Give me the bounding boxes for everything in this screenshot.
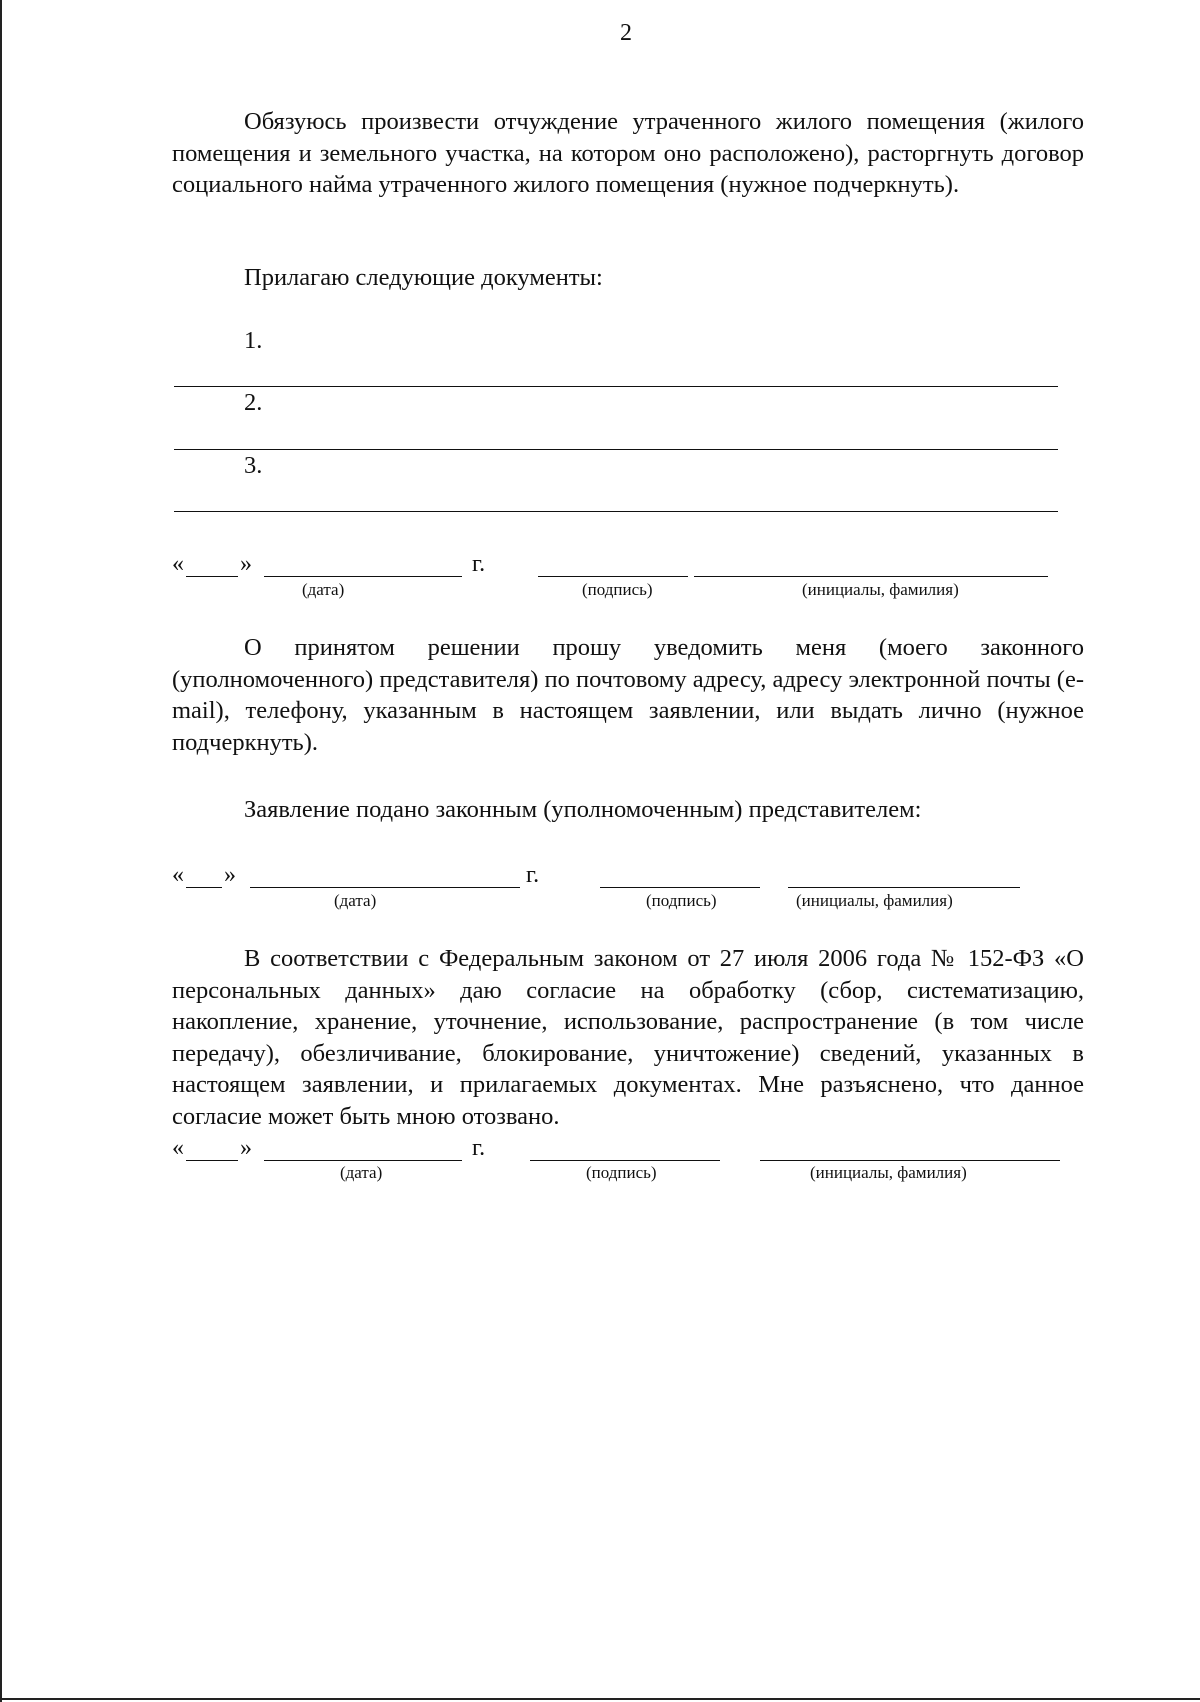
- sig1-day-line[interactable]: [186, 576, 238, 577]
- sig1-year-suffix: г.: [472, 551, 486, 577]
- attachment-item-3-number: 3.: [244, 452, 263, 479]
- attachment-item-3-line[interactable]: [174, 511, 1058, 512]
- sig2-caption-signature: (подпись): [646, 891, 717, 910]
- sig3-caption-name: (инициалы, фамилия): [810, 1163, 967, 1182]
- consent-paragraph: [172, 943, 1084, 1132]
- sig3-day-line[interactable]: [186, 1160, 238, 1161]
- sig2-year-suffix: г.: [526, 862, 540, 888]
- attachments-heading: Прилагаю следующие документы:: [244, 264, 603, 291]
- sig3-caption-date: (дата): [340, 1163, 383, 1182]
- sig3-open-quote: «: [172, 1135, 184, 1161]
- sig3-year-suffix: г.: [472, 1135, 486, 1161]
- sig2-name-line[interactable]: [788, 887, 1020, 888]
- page-bottom-border: [0, 1698, 1200, 1700]
- representative-heading: Заявление подано законным (уполномоченным) представителем:: [244, 796, 922, 823]
- sig2-open-quote: «: [172, 862, 184, 888]
- sig2-caption-name: (инициалы, фамилия): [796, 891, 953, 910]
- sig2-month-line[interactable]: [250, 887, 520, 888]
- attachment-item-2-line[interactable]: [174, 449, 1058, 450]
- sig1-signature-line[interactable]: [538, 576, 688, 577]
- consent-text: В соответствии с Федеральным законом от 27 июля 2006 года № 152-ФЗ «О персональных данных» даю согласие на обработку (сбор, систематизацию, накопление, хранение, уточнение, использование, распространение (в том числе передачу), обезличивание, блокирование, уничтожение) сведений, указанных в настоящем заявлении, и прилагаемых документах. Мне разъяснено, что данное согласие может быть мною отозвано.: [172, 945, 1084, 1130]
- sig3-name-line[interactable]: [760, 1160, 1060, 1161]
- sig1-name-line[interactable]: [694, 576, 1048, 577]
- sig3-month-line[interactable]: [264, 1160, 462, 1161]
- notification-text: О принятом решении прошу уведомить меня (моего законного (уполномоченного) представителя) по почтовому адресу, адресу электронной почты (e-mail), телефону, указанным в настоящем заявлении, или выдать лично (нужное подчеркнуть).: [172, 634, 1084, 756]
- obligation-text: Обязуюсь произвести отчуждение утраченного жилого помещения (жилого помещения и земельного участка, на котором оно расположено), расторгнуть договор социального найма утраченного жилого помещения (нужное подчеркнуть).: [172, 108, 1084, 198]
- sig3-signature-line[interactable]: [530, 1160, 720, 1161]
- obligation-paragraph: [172, 106, 1084, 201]
- notification-paragraph: [172, 632, 1084, 758]
- sig2-close-quote: »: [224, 862, 236, 888]
- page-left-border: [0, 0, 2, 1702]
- sig1-month-line[interactable]: [264, 576, 462, 577]
- sig2-caption-date: (дата): [334, 891, 377, 910]
- sig2-day-line[interactable]: [186, 887, 222, 888]
- sig3-caption-signature: (подпись): [586, 1163, 657, 1182]
- page-number: 2: [620, 20, 632, 46]
- attachment-item-1-number: 1.: [244, 327, 263, 354]
- attachment-item-2-number: 2.: [244, 389, 263, 416]
- sig1-close-quote: »: [240, 551, 252, 577]
- sig1-caption-date: (дата): [302, 580, 345, 599]
- sig1-caption-signature: (подпись): [582, 580, 653, 599]
- sig1-open-quote: «: [172, 551, 184, 577]
- sig1-caption-name: (инициалы, фамилия): [802, 580, 959, 599]
- sig3-close-quote: »: [240, 1135, 252, 1161]
- sig2-signature-line[interactable]: [600, 887, 760, 888]
- attachment-item-1-line[interactable]: [174, 386, 1058, 387]
